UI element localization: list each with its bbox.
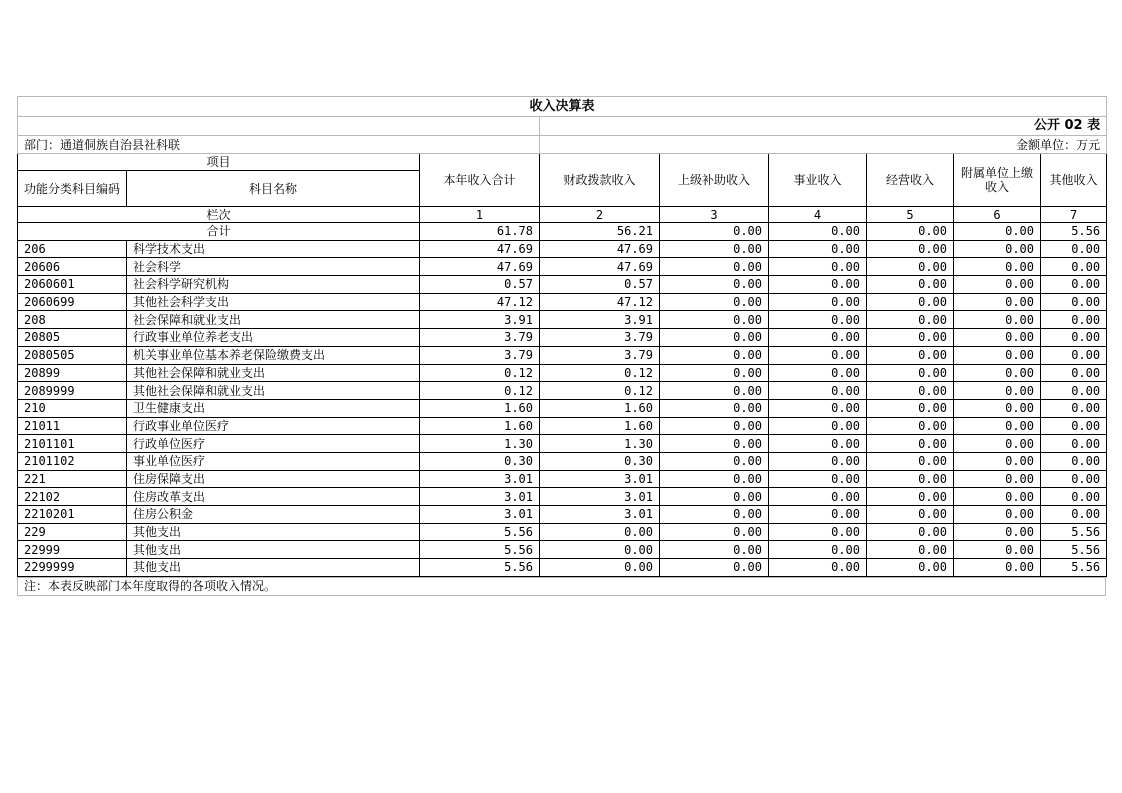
value-cell: 0.00 [1041, 488, 1107, 506]
value-cell: 0.00 [660, 488, 769, 506]
value-cell: 0.00 [769, 470, 867, 488]
value-cell: 0.00 [769, 559, 867, 577]
total-value-cell: 0.00 [660, 223, 769, 241]
value-cell: 0.00 [1041, 329, 1107, 347]
header-affiliated: 附属单位上缴收入 [954, 154, 1041, 207]
code-cell: 2299999 [18, 559, 127, 577]
value-cell: 47.12 [420, 293, 540, 311]
value-cell: 0.00 [1041, 364, 1107, 382]
value-cell: 1.60 [540, 417, 660, 435]
code-cell: 21011 [18, 417, 127, 435]
column-index-cell: 3 [660, 207, 769, 223]
name-cell: 社会科学研究机构 [127, 276, 420, 294]
value-cell: 0.00 [954, 470, 1041, 488]
value-cell: 5.56 [1041, 559, 1107, 577]
value-cell: 0.00 [660, 364, 769, 382]
value-cell: 0.00 [540, 523, 660, 541]
value-cell: 0.00 [660, 240, 769, 258]
value-cell: 5.56 [1041, 541, 1107, 559]
value-cell: 0.00 [867, 346, 954, 364]
name-cell: 社会保障和就业支出 [127, 311, 420, 329]
column-index-cell: 1 [420, 207, 540, 223]
value-cell: 3.01 [540, 470, 660, 488]
value-cell: 0.00 [540, 559, 660, 577]
code-cell: 2101101 [18, 435, 127, 453]
value-cell: 0.12 [420, 382, 540, 400]
value-cell: 0.00 [769, 293, 867, 311]
value-cell: 0.00 [867, 470, 954, 488]
value-cell: 0.00 [954, 488, 1041, 506]
income-statement-sheet [17, 96, 1106, 596]
value-cell: 5.56 [420, 541, 540, 559]
value-cell: 0.00 [867, 311, 954, 329]
value-cell: 0.30 [540, 452, 660, 470]
unit-label: 金额单位：万元 [540, 136, 1107, 154]
code-cell: 20606 [18, 258, 127, 276]
value-cell: 0.00 [954, 293, 1041, 311]
table-row [18, 364, 1107, 382]
name-cell: 住房公积金 [127, 506, 420, 524]
header-business: 事业收入 [769, 154, 867, 207]
value-cell: 0.00 [954, 417, 1041, 435]
value-cell: 0.00 [1041, 311, 1107, 329]
table-row [18, 382, 1107, 400]
table-row [18, 559, 1107, 577]
value-cell: 0.00 [954, 240, 1041, 258]
value-cell: 3.01 [540, 506, 660, 524]
code-cell: 22999 [18, 541, 127, 559]
value-cell: 0.00 [1041, 435, 1107, 453]
value-cell: 5.56 [420, 523, 540, 541]
value-cell: 0.00 [867, 329, 954, 347]
value-cell: 0.00 [769, 541, 867, 559]
value-cell: 0.00 [1041, 417, 1107, 435]
value-cell: 1.60 [420, 417, 540, 435]
value-cell: 0.00 [769, 311, 867, 329]
total-value-cell: 0.00 [867, 223, 954, 241]
value-cell: 0.00 [660, 506, 769, 524]
total-value-cell: 5.56 [1041, 223, 1107, 241]
name-cell: 其他支出 [127, 559, 420, 577]
value-cell: 3.79 [420, 329, 540, 347]
column-index-cell: 6 [954, 207, 1041, 223]
table-row [18, 488, 1107, 506]
value-cell: 0.00 [954, 276, 1041, 294]
value-cell: 0.00 [954, 399, 1041, 417]
value-cell: 3.01 [540, 488, 660, 506]
value-cell: 0.00 [954, 452, 1041, 470]
value-cell: 47.12 [540, 293, 660, 311]
value-cell: 3.01 [420, 488, 540, 506]
value-cell: 0.00 [660, 541, 769, 559]
value-cell: 0.00 [867, 452, 954, 470]
value-cell: 0.12 [540, 382, 660, 400]
value-cell: 3.01 [420, 470, 540, 488]
total-label: 合计 [18, 223, 420, 241]
value-cell: 0.00 [867, 258, 954, 276]
code-cell: 206 [18, 240, 127, 258]
code-cell: 20899 [18, 364, 127, 382]
column-index-label: 栏次 [18, 207, 420, 223]
value-cell: 0.00 [954, 541, 1041, 559]
table-row [18, 506, 1107, 524]
table-row [18, 541, 1107, 559]
value-cell: 47.69 [420, 240, 540, 258]
value-cell: 0.00 [1041, 293, 1107, 311]
value-cell: 0.00 [867, 417, 954, 435]
header-other: 其他收入 [1041, 154, 1107, 207]
value-cell: 47.69 [420, 258, 540, 276]
column-index-cell: 5 [867, 207, 954, 223]
value-cell: 0.00 [954, 435, 1041, 453]
value-cell: 0.00 [660, 399, 769, 417]
table-row [18, 346, 1107, 364]
value-cell: 0.00 [867, 399, 954, 417]
value-cell: 0.00 [954, 346, 1041, 364]
value-cell: 0.00 [769, 435, 867, 453]
value-cell: 5.56 [420, 559, 540, 577]
name-cell: 其他社会科学支出 [127, 293, 420, 311]
name-cell: 其他支出 [127, 541, 420, 559]
value-cell: 0.00 [1041, 470, 1107, 488]
value-cell: 3.01 [420, 506, 540, 524]
value-cell: 3.79 [540, 329, 660, 347]
header-code: 功能分类科目编码 [18, 171, 127, 207]
value-cell: 0.30 [420, 452, 540, 470]
value-cell: 0.00 [660, 417, 769, 435]
code-cell: 20805 [18, 329, 127, 347]
value-cell: 0.00 [954, 506, 1041, 524]
total-value-cell: 56.21 [540, 223, 660, 241]
header-operating: 经营收入 [867, 154, 954, 207]
department-label: 部门：通道侗族自治县社科联 [18, 136, 540, 154]
value-cell: 3.79 [420, 346, 540, 364]
code-cell: 210 [18, 399, 127, 417]
column-index-cell: 4 [769, 207, 867, 223]
value-cell: 0.57 [420, 276, 540, 294]
value-cell: 0.00 [1041, 382, 1107, 400]
value-cell: 0.00 [867, 488, 954, 506]
value-cell: 0.00 [660, 329, 769, 347]
value-cell: 0.00 [954, 311, 1041, 329]
value-cell: 5.56 [1041, 523, 1107, 541]
value-cell: 0.00 [769, 240, 867, 258]
total-value-cell: 61.78 [420, 223, 540, 241]
value-cell: 0.00 [867, 293, 954, 311]
value-cell: 0.00 [769, 417, 867, 435]
code-cell: 2089999 [18, 382, 127, 400]
value-cell: 0.00 [769, 506, 867, 524]
value-cell: 0.00 [867, 276, 954, 294]
name-cell: 卫生健康支出 [127, 399, 420, 417]
header-superior: 上级补助收入 [660, 154, 769, 207]
table-row [18, 417, 1107, 435]
table-row [18, 470, 1107, 488]
header-item-group: 项目 [18, 154, 420, 171]
value-cell: 1.30 [420, 435, 540, 453]
table-row [18, 293, 1107, 311]
value-cell: 0.00 [867, 523, 954, 541]
name-cell: 住房改革支出 [127, 488, 420, 506]
value-cell: 0.00 [769, 488, 867, 506]
name-cell: 行政单位医疗 [127, 435, 420, 453]
header-fiscal: 财政拨款收入 [540, 154, 660, 207]
value-cell: 0.00 [660, 559, 769, 577]
value-cell: 0.00 [954, 364, 1041, 382]
value-cell: 3.91 [540, 311, 660, 329]
total-value-cell: 0.00 [954, 223, 1041, 241]
value-cell: 0.00 [954, 329, 1041, 347]
value-cell: 0.00 [660, 523, 769, 541]
table-row [18, 311, 1107, 329]
name-cell: 住房保障支出 [127, 470, 420, 488]
value-cell: 3.79 [540, 346, 660, 364]
code-cell: 22102 [18, 488, 127, 506]
table-number: 公开 02 表 [540, 117, 1107, 136]
value-cell: 0.00 [769, 399, 867, 417]
value-cell: 0.00 [1041, 346, 1107, 364]
code-cell: 221 [18, 470, 127, 488]
table-row [18, 435, 1107, 453]
value-cell: 0.00 [867, 506, 954, 524]
value-cell: 0.12 [420, 364, 540, 382]
value-cell: 0.12 [540, 364, 660, 382]
value-cell: 0.00 [660, 311, 769, 329]
value-cell: 0.00 [660, 258, 769, 276]
header-total: 本年收入合计 [420, 154, 540, 207]
value-cell: 1.60 [420, 399, 540, 417]
table-row [18, 452, 1107, 470]
value-cell: 0.00 [769, 452, 867, 470]
value-cell: 0.00 [867, 541, 954, 559]
code-cell: 2060699 [18, 293, 127, 311]
value-cell: 0.00 [660, 452, 769, 470]
value-cell: 0.00 [660, 346, 769, 364]
code-cell: 229 [18, 523, 127, 541]
value-cell: 0.00 [769, 276, 867, 294]
code-cell: 2060601 [18, 276, 127, 294]
table-row [18, 399, 1107, 417]
value-cell: 0.00 [1041, 452, 1107, 470]
value-cell: 0.00 [867, 435, 954, 453]
total-value-cell: 0.00 [769, 223, 867, 241]
value-cell: 0.00 [867, 364, 954, 382]
name-cell: 科学技术支出 [127, 240, 420, 258]
value-cell: 0.00 [540, 541, 660, 559]
value-cell: 0.00 [769, 258, 867, 276]
value-cell: 0.00 [660, 435, 769, 453]
value-cell: 1.30 [540, 435, 660, 453]
name-cell: 社会科学 [127, 258, 420, 276]
value-cell: 0.00 [954, 382, 1041, 400]
value-cell: 0.00 [867, 559, 954, 577]
value-cell: 0.00 [954, 258, 1041, 276]
value-cell: 0.00 [769, 346, 867, 364]
value-cell: 0.00 [769, 329, 867, 347]
value-cell: 0.00 [660, 382, 769, 400]
header-name: 科目名称 [127, 171, 420, 207]
code-cell: 2101102 [18, 452, 127, 470]
income-table [17, 96, 1107, 577]
value-cell: 0.00 [660, 293, 769, 311]
name-cell: 行政事业单位医疗 [127, 417, 420, 435]
value-cell: 3.91 [420, 311, 540, 329]
column-index-cell: 2 [540, 207, 660, 223]
name-cell: 其他社会保障和就业支出 [127, 382, 420, 400]
value-cell: 0.00 [1041, 399, 1107, 417]
table-row [18, 329, 1107, 347]
name-cell: 机关事业单位基本养老保险缴费支出 [127, 346, 420, 364]
value-cell: 0.00 [867, 382, 954, 400]
value-cell: 0.00 [954, 559, 1041, 577]
value-cell: 47.69 [540, 258, 660, 276]
value-cell: 0.00 [867, 240, 954, 258]
code-cell: 208 [18, 311, 127, 329]
name-cell: 其他支出 [127, 523, 420, 541]
name-cell: 事业单位医疗 [127, 452, 420, 470]
value-cell: 0.57 [540, 276, 660, 294]
code-cell: 2210201 [18, 506, 127, 524]
value-cell: 0.00 [660, 276, 769, 294]
code-cell: 2080505 [18, 346, 127, 364]
value-cell: 0.00 [769, 382, 867, 400]
table-row [18, 276, 1107, 294]
value-cell: 47.69 [540, 240, 660, 258]
value-cell: 0.00 [769, 364, 867, 382]
value-cell: 0.00 [1041, 506, 1107, 524]
note-table [17, 577, 1106, 596]
value-cell: 0.00 [769, 523, 867, 541]
table-row [18, 523, 1107, 541]
table-title: 收入决算表 [18, 97, 1107, 117]
table-note: 注：本表反映部门本年度取得的各项收入情况。 [18, 577, 1106, 595]
value-cell: 0.00 [1041, 258, 1107, 276]
table-row [18, 258, 1107, 276]
value-cell: 0.00 [1041, 276, 1107, 294]
total-row [18, 223, 1107, 241]
value-cell: 1.60 [540, 399, 660, 417]
value-cell: 0.00 [954, 523, 1041, 541]
name-cell: 行政事业单位养老支出 [127, 329, 420, 347]
name-cell: 其他社会保障和就业支出 [127, 364, 420, 382]
column-index-cell: 7 [1041, 207, 1107, 223]
value-cell: 0.00 [660, 470, 769, 488]
table-row [18, 240, 1107, 258]
value-cell: 0.00 [1041, 240, 1107, 258]
